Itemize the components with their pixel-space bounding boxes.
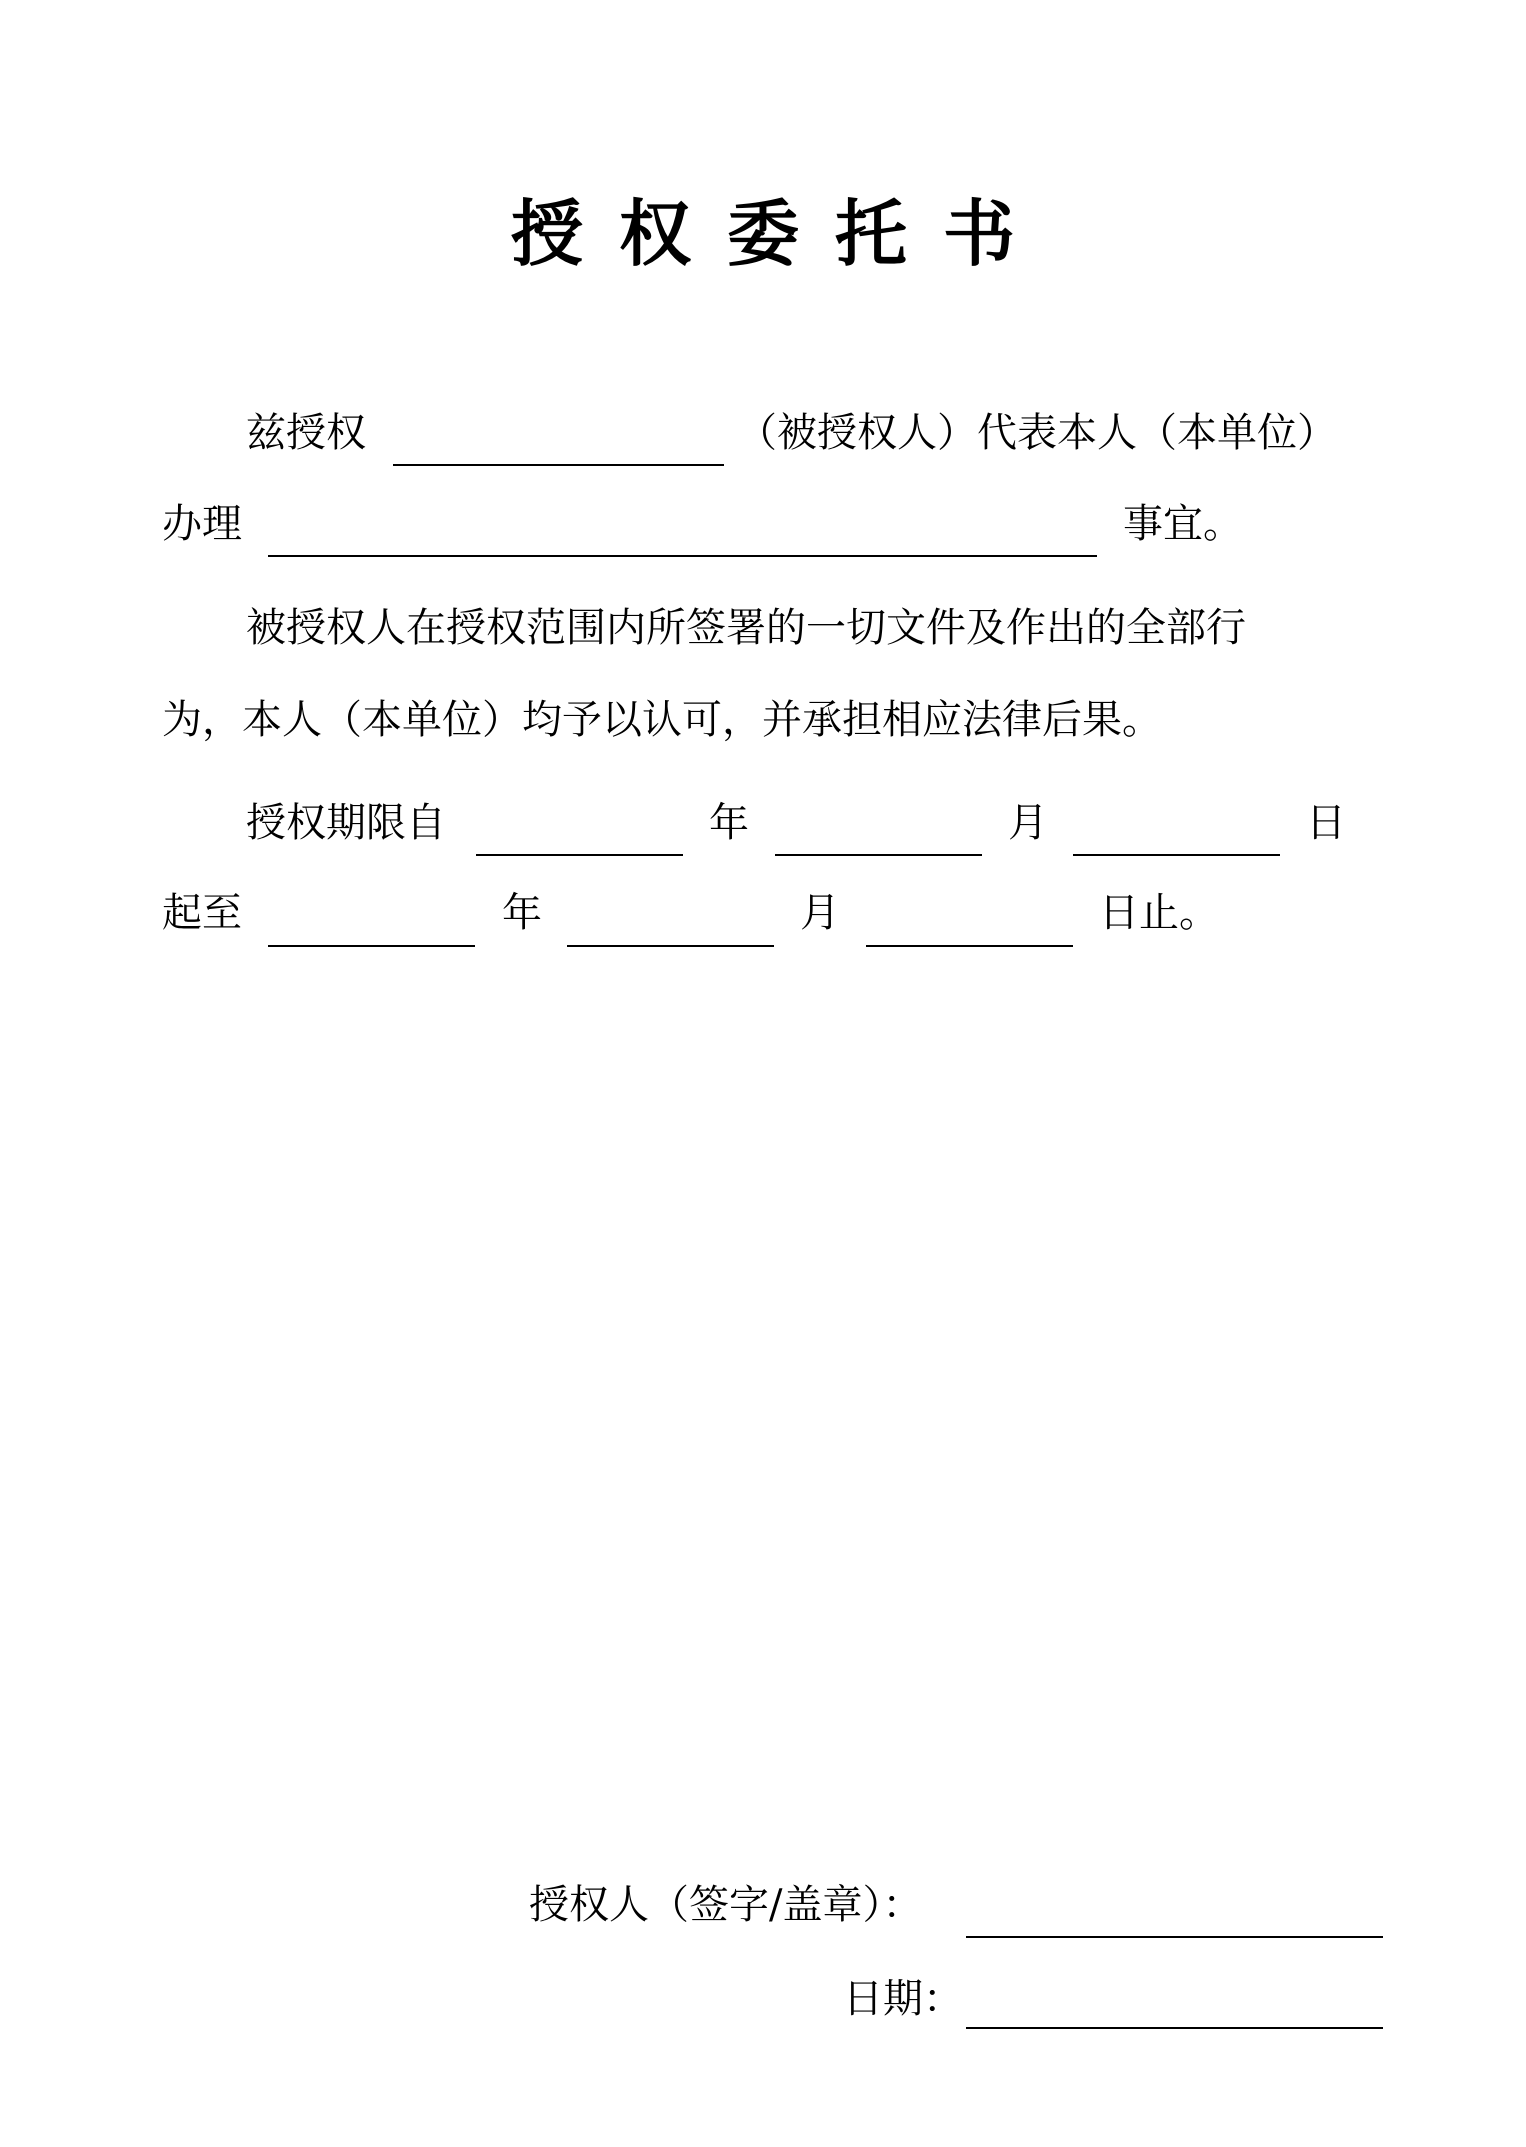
signer-signature-blank[interactable] [966,1936,1383,1938]
authorize-lead-text: 兹授权 [246,410,366,456]
end-day-label: 日止。 [1099,890,1219,936]
matter-trail-text: 事宜。 [1123,501,1243,547]
end-day-blank[interactable] [866,945,1073,947]
start-month-blank[interactable] [775,854,982,856]
end-year-blank[interactable] [268,945,475,947]
recognition-paragraph-line-2: 为，本人（本单位）均予以认可，并承担相应法律后果。 [162,697,1162,743]
end-month-label: 月 [800,890,840,936]
signer-label: 授权人（签字/盖章）： [529,1882,923,1928]
date-blank[interactable] [966,2027,1383,2029]
end-month-blank[interactable] [567,945,774,947]
authorized-person-suffix-text: （被授权人）代表本人（本单位） [737,410,1337,456]
start-day-label: 日 [1306,800,1346,846]
end-year-label: 年 [502,890,542,936]
start-day-blank[interactable] [1073,854,1280,856]
matter-lead-text: 办理 [162,501,242,547]
recognition-paragraph-line-1: 被授权人在授权范围内所签署的一切文件及作出的全部行 [246,605,1246,651]
start-year-blank[interactable] [476,854,683,856]
authorized-person-blank[interactable] [393,464,724,466]
term-lead-text: 授权期限自 [246,800,446,846]
matter-blank[interactable] [268,555,1097,557]
start-month-label: 月 [1008,800,1048,846]
document-title: 授权委托书 [510,191,1051,276]
date-label: 日期： [843,1976,963,2022]
term-end-lead-text: 起至 [162,890,242,936]
start-year-label: 年 [709,800,749,846]
